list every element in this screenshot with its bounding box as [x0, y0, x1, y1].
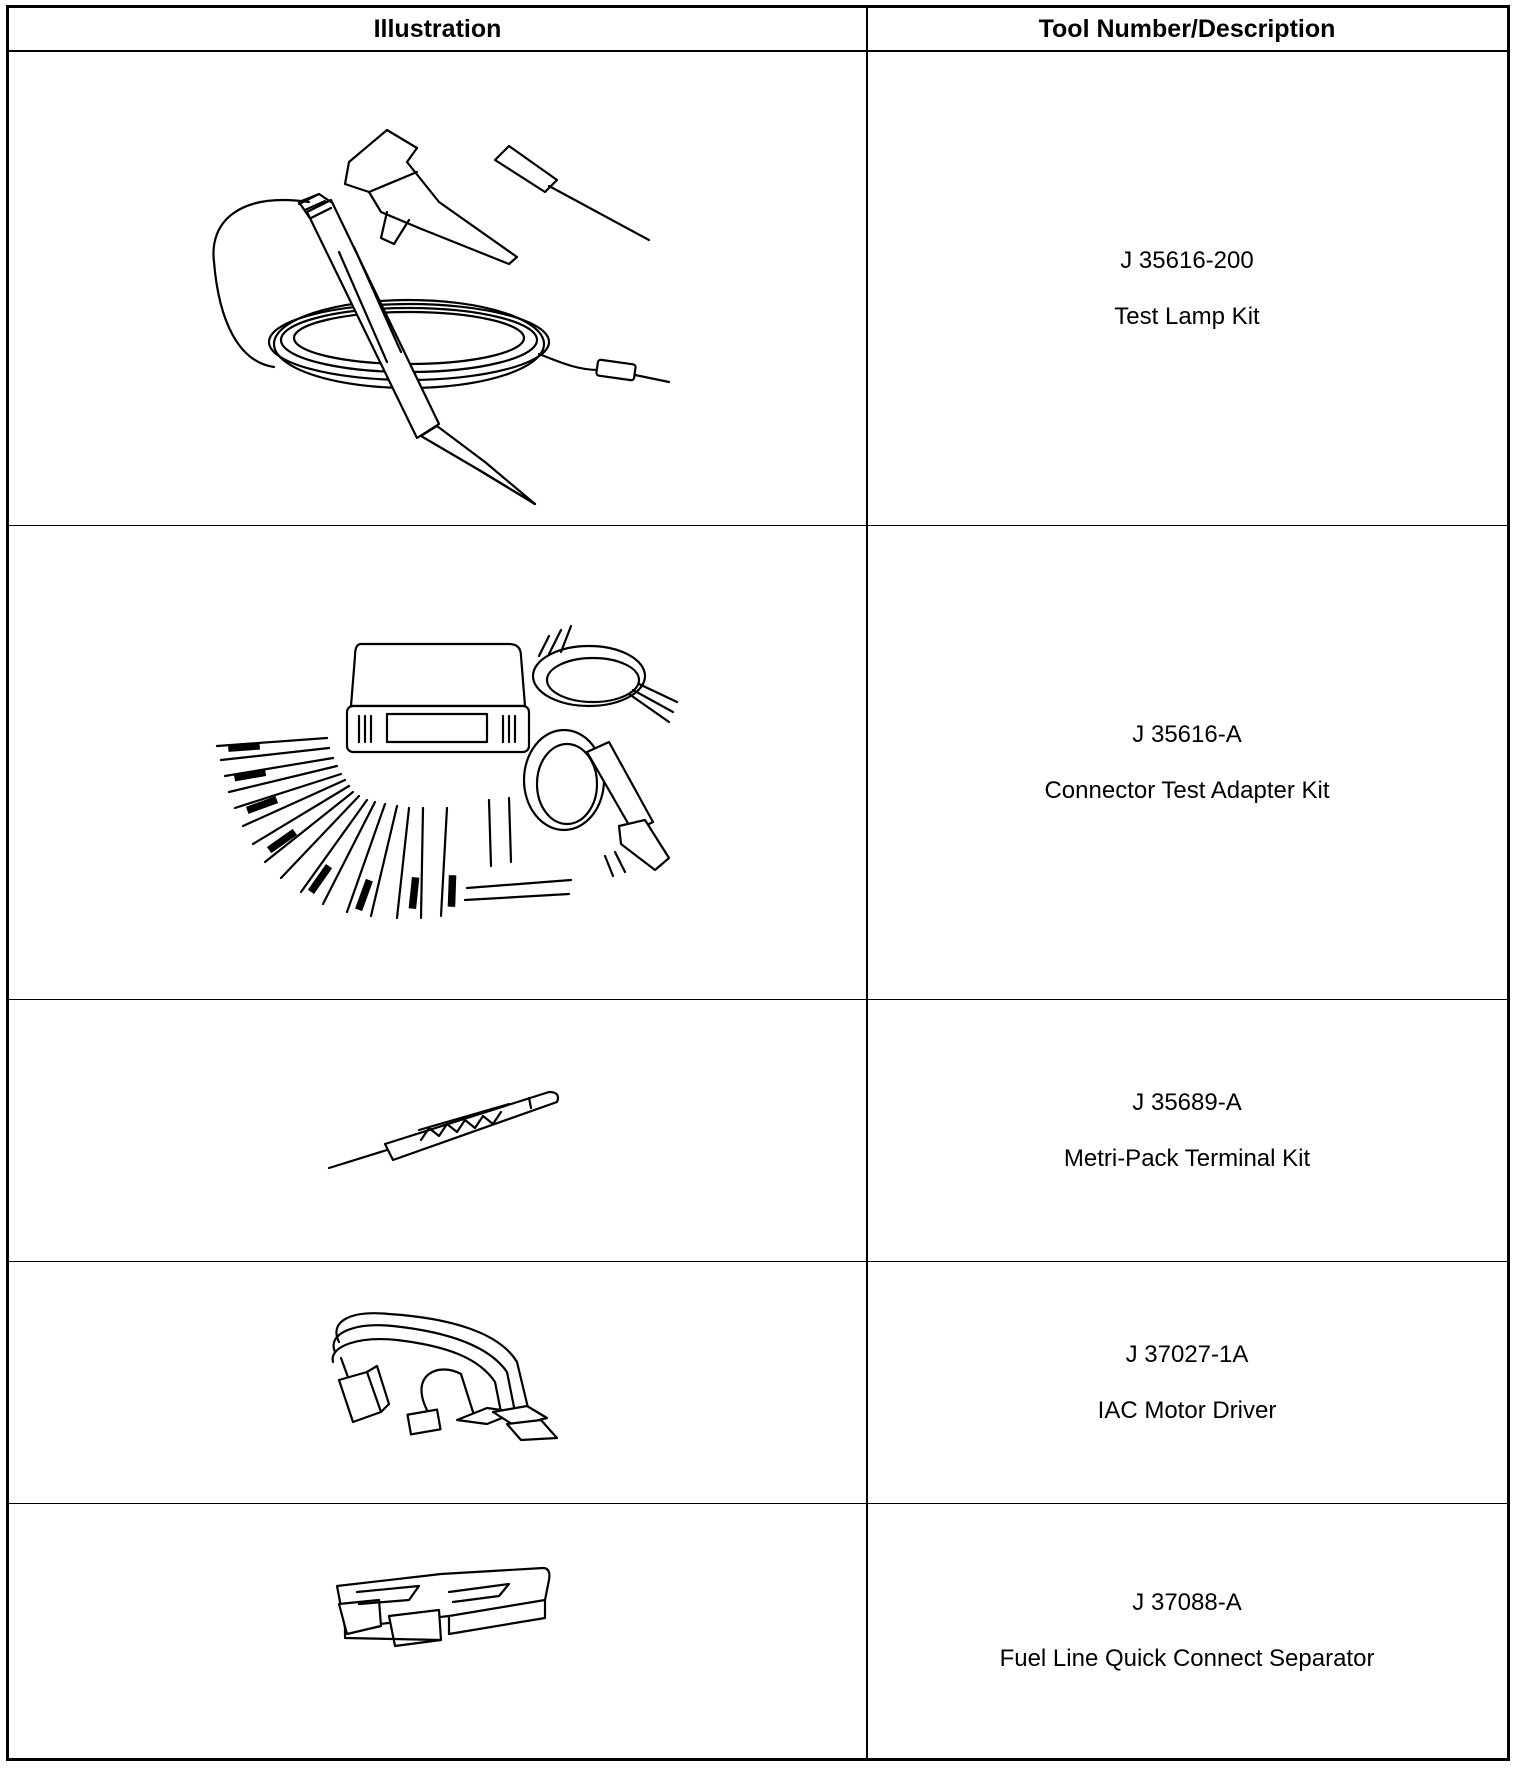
tool-description: Fuel Line Quick Connect Separator	[999, 1645, 1375, 1672]
tool-number: J 35616-200	[1120, 246, 1254, 274]
metri-pack-terminal-kit-illustration	[9, 1000, 866, 1261]
tool-description-cell	[867, 52, 1507, 525]
tool-table	[6, 5, 1510, 1761]
header-illustration: Illustration	[373, 15, 502, 43]
iac-motor-driver-illustration	[9, 1262, 866, 1503]
table-row	[9, 52, 1507, 526]
tool-number: J 35689-A	[1132, 1088, 1242, 1116]
tool-number: J 35616-A	[1132, 720, 1242, 748]
tool-description: Test Lamp Kit	[1114, 302, 1260, 330]
table-row	[9, 1000, 1507, 1262]
tool-description: Metri-Pack Terminal Kit	[1063, 1144, 1311, 1172]
tool-description-cell	[867, 1262, 1507, 1503]
table-row	[9, 526, 1507, 1000]
table-row	[9, 1504, 1507, 1758]
tool-description: IAC Motor Driver	[1097, 1396, 1277, 1424]
tool-description-cell	[867, 1000, 1507, 1261]
table-row	[9, 1262, 1507, 1504]
tool-description-cell	[867, 1504, 1507, 1758]
test-lamp-kit-illustration	[9, 52, 866, 525]
header-tool-number: Tool Number/Description	[1038, 15, 1336, 43]
tool-description-cell	[867, 526, 1507, 999]
connector-test-adapter-kit-illustration	[9, 526, 866, 999]
fuel-line-separator-illustration	[9, 1504, 866, 1758]
tool-description: Connector Test Adapter Kit	[1044, 776, 1330, 804]
tool-number: J 37027-1A	[1125, 1340, 1249, 1368]
table-header	[9, 8, 1507, 52]
tool-number: J 37088-A	[1132, 1589, 1242, 1616]
